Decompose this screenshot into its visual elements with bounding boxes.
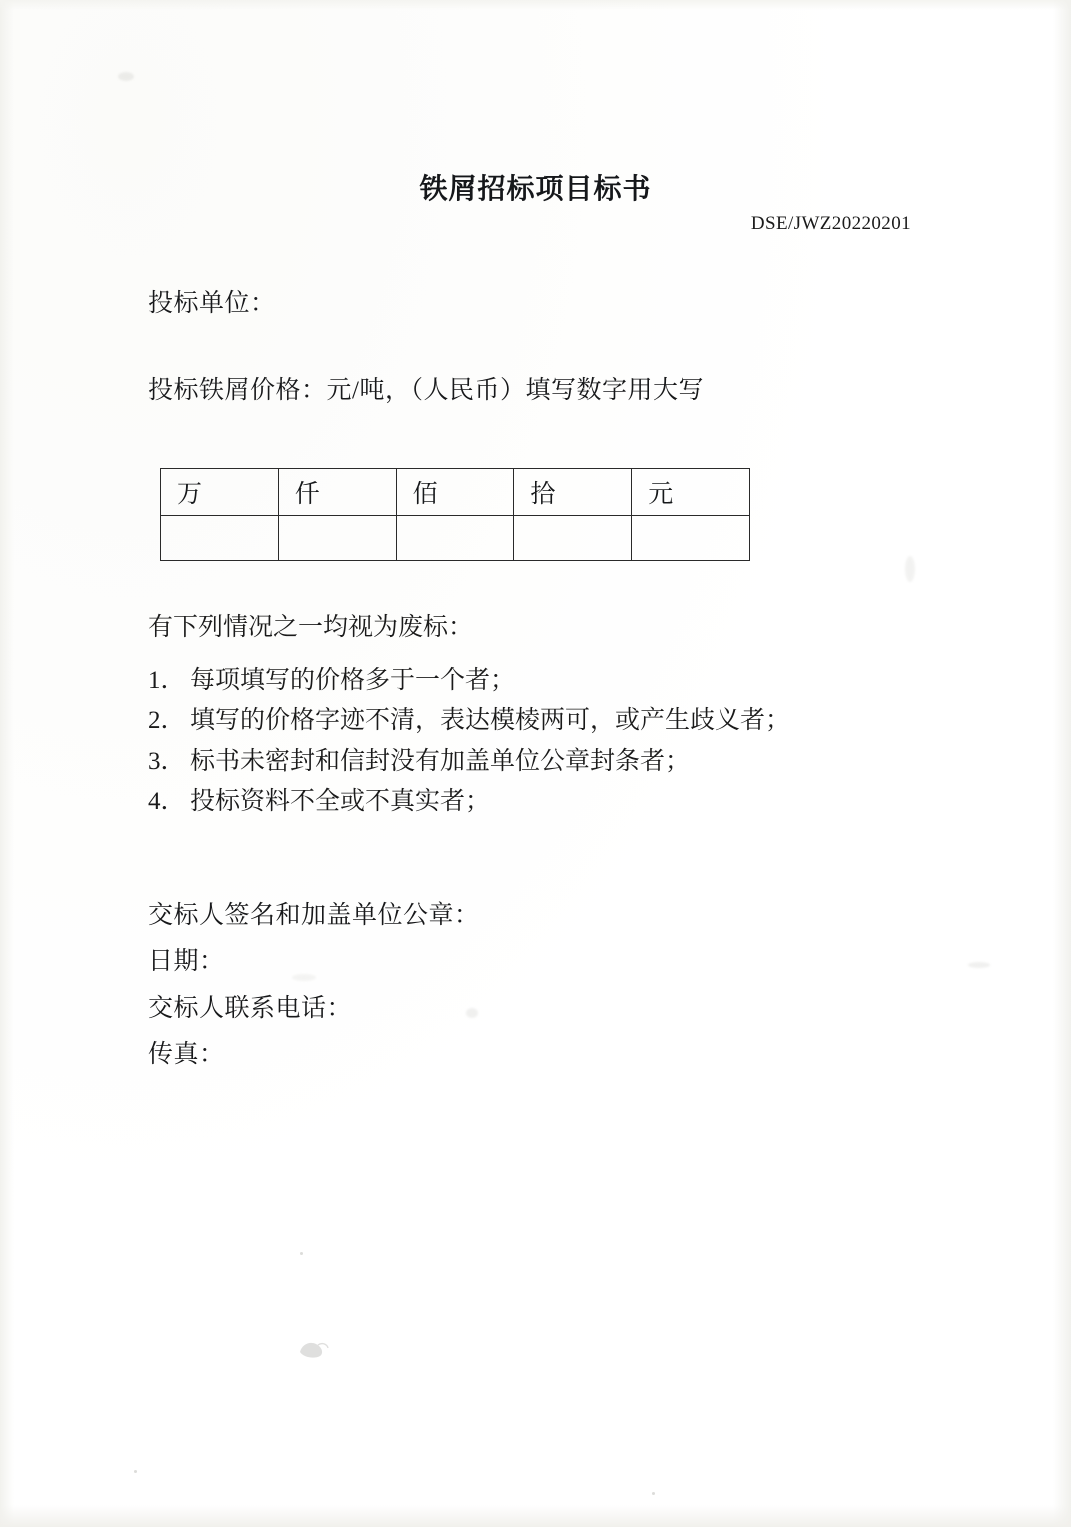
list-item-number: 3． xyxy=(148,747,186,775)
table-cell-bai[interactable] xyxy=(396,516,514,561)
table-cell-qian[interactable] xyxy=(278,516,396,561)
list-item-label: 每项填写的价格多于一个者； xyxy=(190,666,516,694)
list-item xyxy=(148,782,968,823)
table-header-wan: 万 xyxy=(161,469,279,516)
price-instruction-label: 投标铁屑价格：元/吨，（人民币）填写数字用大写 xyxy=(148,377,704,405)
list-item xyxy=(148,661,968,702)
page-edge-bottom xyxy=(0,1505,1071,1527)
table-header-qian: 仟 xyxy=(278,469,396,516)
list-item-label: 投标资料不全或不真实者； xyxy=(190,788,491,815)
void-conditions-section xyxy=(148,612,968,823)
table-header-shi: 拾 xyxy=(514,469,632,516)
list-item-label: 标书未密封和信封没有加盖单位公章封条者； xyxy=(190,747,691,775)
page-edge-left xyxy=(0,0,14,1527)
page-edge-right xyxy=(1053,0,1071,1527)
ink-blot-artifact xyxy=(296,1338,330,1360)
scan-speck xyxy=(652,1492,655,1495)
signature-seal-label: 交标人签名和加盖单位公章： xyxy=(148,902,480,929)
bidder-unit-label: 投标单位： xyxy=(148,290,276,317)
contact-phone-label: 交标人联系电话： xyxy=(148,994,353,1022)
scan-speck xyxy=(134,1470,137,1473)
scan-smudge xyxy=(905,556,915,582)
table-header-yuan: 元 xyxy=(632,469,750,516)
void-conditions-heading: 有下列情况之一均视为废标： xyxy=(148,614,474,641)
scan-smudge xyxy=(968,962,990,968)
scan-smudge xyxy=(118,72,134,81)
page-title: 铁屑招标项目标书 xyxy=(419,171,652,205)
list-item xyxy=(148,701,968,742)
table-cell-yuan[interactable] xyxy=(632,516,750,561)
scan-speck xyxy=(300,1252,303,1255)
list-item-label: 填写的价格字迹不清，表达模棱两可，或产生歧义者； xyxy=(190,707,791,734)
signoff-section xyxy=(148,893,848,1078)
document-code: DSE/JWZ20220201 xyxy=(750,213,911,234)
table-row xyxy=(161,516,750,561)
table-row-headers xyxy=(161,469,750,516)
list-item-number: 4． xyxy=(148,788,186,815)
list-item-number: 1． xyxy=(148,666,186,694)
fax-label: 传真： xyxy=(148,1040,225,1068)
list-item-number: 2． xyxy=(148,707,186,734)
document-body-top xyxy=(148,288,948,407)
table-cell-shi[interactable] xyxy=(514,516,632,561)
page-edge-top xyxy=(0,0,1071,10)
date-label: 日期： xyxy=(148,948,225,976)
table-cell-wan[interactable] xyxy=(161,516,279,561)
amount-table xyxy=(160,468,750,561)
list-item xyxy=(148,742,968,783)
table-header-bai: 佰 xyxy=(396,469,514,516)
